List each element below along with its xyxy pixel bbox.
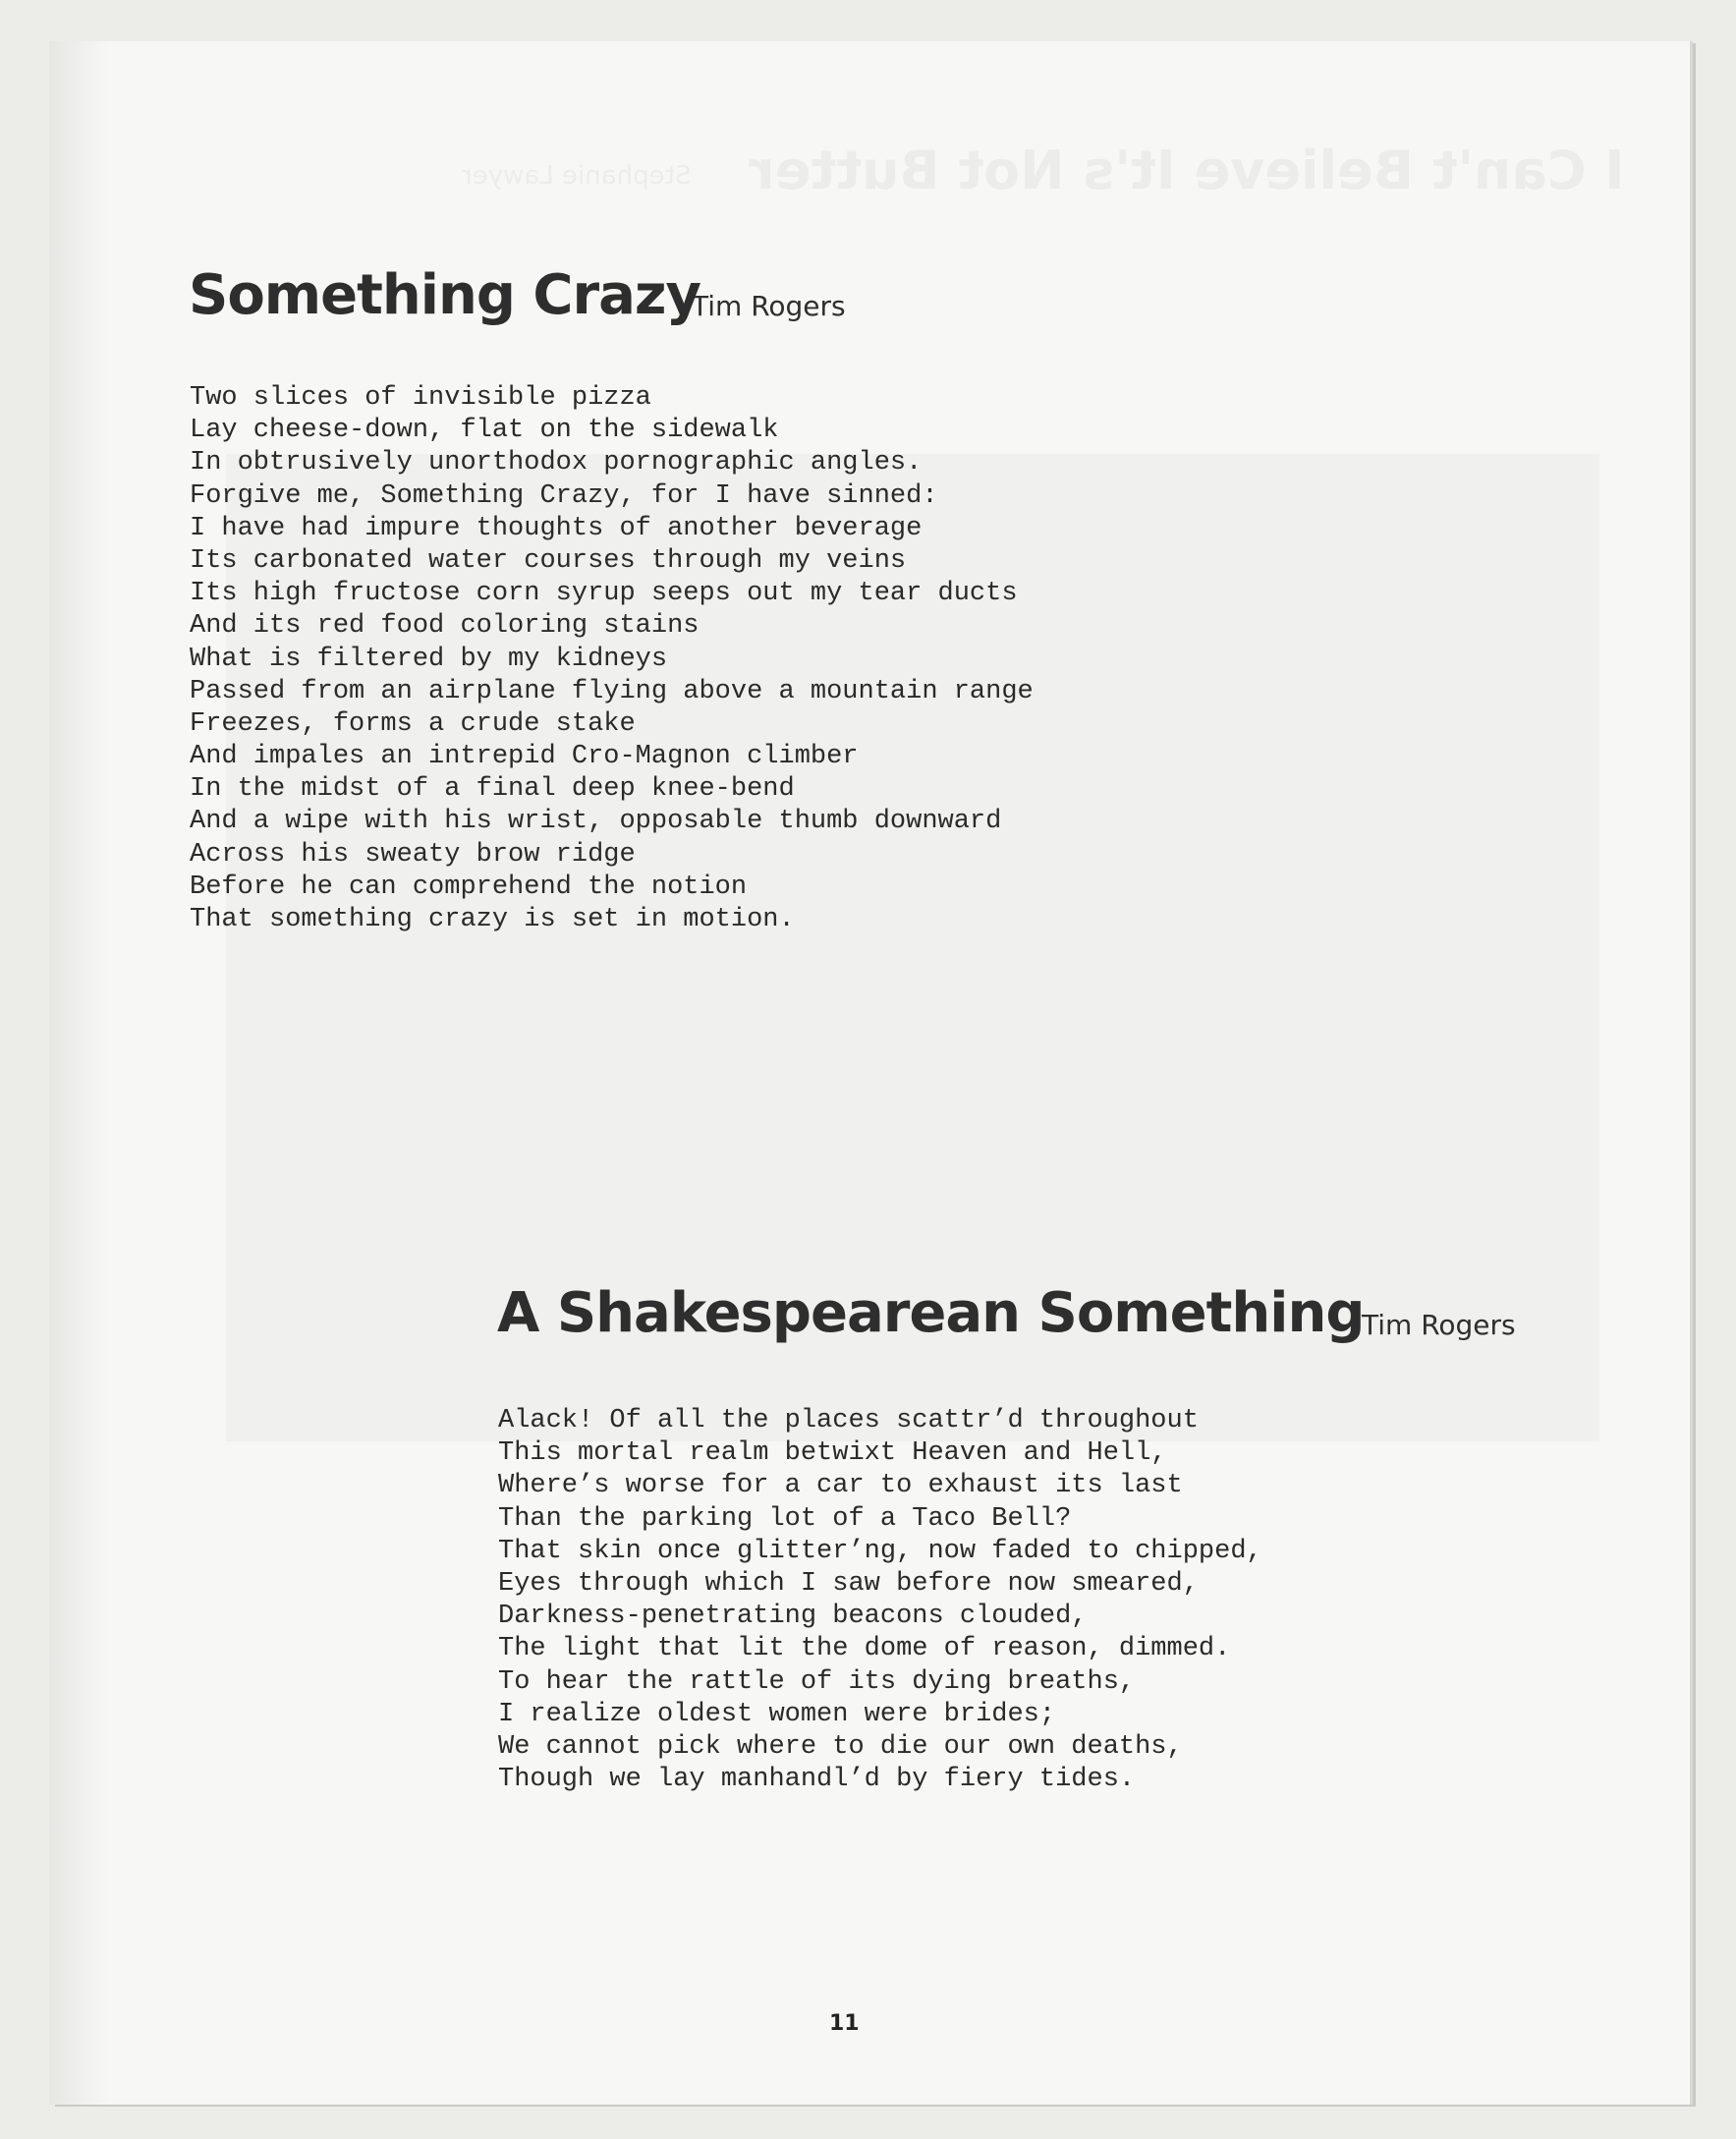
poem-line: In obtrusively unorthodox pornographic angles. [190,448,923,478]
poem-line: Its carbonated water courses through my veins [190,545,907,576]
page-gutter-shadow [49,41,108,2105]
poem-line: And its red food coloring stains [190,611,700,642]
poem-line: We cannot pick where to die our own deaths, [498,1731,1183,1762]
poem-line: I realize oldest women were brides; [498,1699,1056,1729]
poem-author-shakespearean-something: Tim Rogers [1362,1309,1516,1341]
poem-line: Darkness-penetrating beacons clouded, [498,1602,1088,1632]
poem-line: Freezes, forms a crude stake [190,708,636,739]
poem-line: What is filtered by my kidneys [190,644,668,674]
bleed-through-author: Stephanie Lawyer [462,161,692,191]
poem-body-shakespearean-something [498,1405,1262,1796]
poem-line: Than the parking lot of a Taco Bell? [498,1503,1072,1534]
poem-line: Forgive me, Something Crazy, for I have sinned: [190,480,938,511]
poem-line: Alack! Of all the places scattr’d throughout [498,1406,1199,1435]
poem-line: That skin once glitter’ng, now faded to chipped, [498,1536,1262,1566]
poem-line: Where’s worse for a car to exhaust its last [498,1471,1183,1501]
poem-line: The light that lit the dome of reason, dimmed. [498,1634,1231,1664]
poem-line: Two slices of invisible pizza [190,383,651,413]
poem-line: Its high fructose corn syrup seeps out my tear ducts [190,579,1018,609]
poem-line: Eyes through which I saw before now smeared, [498,1568,1199,1599]
bleed-through-title: I Can't Believe It's Not Butter [749,140,1625,201]
poem-line: I have had impure thoughts of another beverage [190,513,923,543]
poem-line: To hear the rattle of its dying breaths, [498,1666,1136,1697]
poem-line: Lay cheese-down, flat on the sidewalk [190,416,779,446]
poem-author-something-crazy: Tim Rogers [692,290,846,322]
poem-line: Before he can comprehend the notion [190,872,748,902]
page-number: 11 [829,2011,860,2036]
poem-line: Though we lay manhandl’d by fiery tides. [498,1765,1136,1795]
poem-line: Across his sweaty brow ridge [190,839,636,870]
poem-line: That something crazy is set in motion. [190,905,795,934]
poem-body-something-crazy [190,382,1034,936]
poem-line: And a wipe with his wrist, opposable thumb downward [190,807,1002,837]
poem-title-shakespearean-something: A Shakespearean Something [497,1281,1365,1345]
poem-title-something-crazy: Something Crazy [189,263,701,327]
booklet-page [49,41,1690,2105]
poem-line: Passed from an airplane flying above a mountain range [190,676,1034,706]
poem-line: And impales an intrepid Cro-Magnon climber [190,742,859,772]
poem-line: This mortal realm betwixt Heaven and Hell, [498,1438,1167,1469]
poem-line: In the midst of a final deep knee-bend [190,774,795,805]
